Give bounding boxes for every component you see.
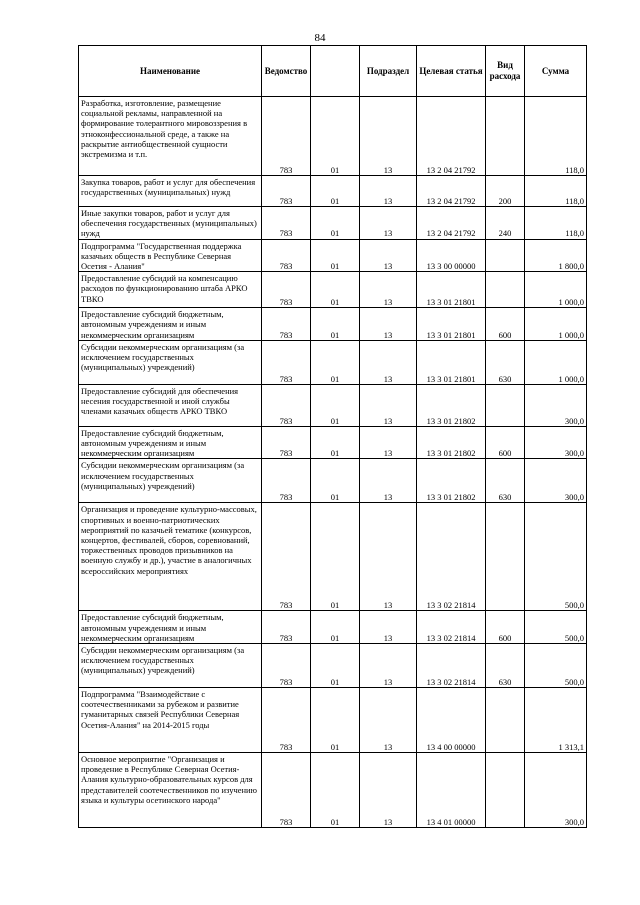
cell-amount: 500,0	[525, 611, 587, 644]
cell-amount: 1 000,0	[525, 340, 587, 384]
cell-expense-type	[486, 753, 525, 828]
cell-name: Предоставление субсидий бюджетным, автономным учреждениям и иным некоммерческим организациям	[79, 308, 262, 341]
cell-department: 783	[262, 239, 311, 272]
cell-expense-type	[486, 688, 525, 753]
cell-section: 01	[311, 308, 360, 341]
cell-name: Субсидии некоммерческим организациям (за исключением государственных (муниципальных) учреждений)	[79, 644, 262, 688]
cell-section: 01	[311, 207, 360, 240]
cell-name: Предоставление субсидий для обеспечения несения государственной и иной службы членами казачьих обществ АРКО ТВКО	[79, 384, 262, 426]
cell-expense-type: 630	[486, 644, 525, 688]
cell-subsection: 13	[360, 207, 417, 240]
table-row	[79, 503, 587, 611]
cell-expense-type: 600	[486, 611, 525, 644]
cell-name: Организация и проведение культурно-массовых, спортивных и военно-патриотических мероприятий по казачьей тематике (конкурсов, концертов, фестивалей, сборов, соревнований, торжественных проводов призывников на военную службу и др.), участие в аналогичных всероссийских мероприятиях	[79, 503, 262, 611]
cell-expense-type	[486, 384, 525, 426]
header-target-item: Целевая статья	[417, 46, 486, 97]
header-section	[311, 46, 360, 97]
cell-name: Разработка, изготовление, размещение социальной рекламы, направленной на формирование толерантного мировоззрения в этноконфессиональной среде, а также на раскрытие антиобщественной сущности экстремизма и т.п.	[79, 97, 262, 176]
cell-amount: 1 000,0	[525, 308, 587, 341]
cell-amount: 1 313,1	[525, 688, 587, 753]
header-department: Ведомство	[262, 46, 311, 97]
cell-section: 01	[311, 176, 360, 207]
cell-name: Предоставление субсидий бюджетным, автономным учреждениям и иным некоммерческим организациям	[79, 611, 262, 644]
cell-target-item: 13 4 01 00000	[417, 753, 486, 828]
cell-section: 01	[311, 384, 360, 426]
cell-name: Субсидии некоммерческим организациям (за исключением государственных (муниципальных) учреждений)	[79, 459, 262, 503]
cell-subsection: 13	[360, 426, 417, 459]
cell-amount: 500,0	[525, 503, 587, 611]
cell-section: 01	[311, 688, 360, 753]
cell-subsection: 13	[360, 503, 417, 611]
cell-target-item: 13 3 01 21801	[417, 340, 486, 384]
cell-target-item: 13 3 01 21801	[417, 272, 486, 308]
cell-subsection: 13	[360, 384, 417, 426]
cell-section: 01	[311, 753, 360, 828]
cell-department: 783	[262, 340, 311, 384]
cell-expense-type	[486, 503, 525, 611]
table-row	[79, 459, 587, 503]
cell-section: 01	[311, 272, 360, 308]
header-amount: Сумма	[525, 46, 587, 97]
cell-amount: 500,0	[525, 644, 587, 688]
cell-subsection: 13	[360, 308, 417, 341]
cell-subsection: 13	[360, 611, 417, 644]
cell-department: 783	[262, 688, 311, 753]
cell-subsection: 13	[360, 459, 417, 503]
cell-expense-type	[486, 239, 525, 272]
cell-amount: 300,0	[525, 384, 587, 426]
cell-section: 01	[311, 611, 360, 644]
table-row	[79, 176, 587, 207]
header-expense-type: Вид расхода	[486, 46, 525, 97]
cell-department: 783	[262, 459, 311, 503]
cell-section: 01	[311, 340, 360, 384]
cell-department: 783	[262, 503, 311, 611]
cell-expense-type: 630	[486, 340, 525, 384]
cell-subsection: 13	[360, 272, 417, 308]
cell-section: 01	[311, 426, 360, 459]
cell-expense-type: 600	[486, 426, 525, 459]
cell-target-item: 13 3 01 21802	[417, 384, 486, 426]
cell-name: Подпрограмма "Взаимодействие с соотечественниками за рубежом и развитие гуманитарных связей Республики Северная Осетия-Алания" на 2014-2015 годы	[79, 688, 262, 753]
cell-amount: 118,0	[525, 97, 587, 176]
cell-expense-type: 240	[486, 207, 525, 240]
table-row	[79, 97, 587, 176]
cell-section: 01	[311, 503, 360, 611]
header-row	[79, 46, 587, 97]
cell-expense-type: 600	[486, 308, 525, 341]
cell-target-item: 13 3 02 21814	[417, 611, 486, 644]
cell-department: 783	[262, 207, 311, 240]
cell-expense-type	[486, 272, 525, 308]
cell-expense-type: 200	[486, 176, 525, 207]
cell-target-item: 13 2 04 21792	[417, 176, 486, 207]
budget-table	[78, 45, 587, 828]
cell-department: 783	[262, 426, 311, 459]
cell-subsection: 13	[360, 644, 417, 688]
cell-section: 01	[311, 97, 360, 176]
cell-name: Предоставление субсидий бюджетным, автономным учреждениям и иным некоммерческим организациям	[79, 426, 262, 459]
cell-department: 783	[262, 611, 311, 644]
cell-department: 783	[262, 753, 311, 828]
cell-target-item: 13 4 00 00000	[417, 688, 486, 753]
cell-subsection: 13	[360, 340, 417, 384]
cell-name: Иные закупки товаров, работ и услуг для обеспечения государственных (муниципальных) нужд	[79, 207, 262, 240]
cell-amount: 1 800,0	[525, 239, 587, 272]
table-row	[79, 308, 587, 341]
cell-expense-type: 630	[486, 459, 525, 503]
cell-department: 783	[262, 384, 311, 426]
table-row	[79, 384, 587, 426]
cell-subsection: 13	[360, 753, 417, 828]
cell-subsection: 13	[360, 239, 417, 272]
cell-name: Закупка товаров, работ и услуг для обеспечения государственных (муниципальных) нужд	[79, 176, 262, 207]
cell-amount: 118,0	[525, 176, 587, 207]
cell-amount: 300,0	[525, 753, 587, 828]
cell-target-item: 13 3 02 21814	[417, 503, 486, 611]
table-row	[79, 426, 587, 459]
cell-section: 01	[311, 459, 360, 503]
cell-target-item: 13 3 01 21802	[417, 459, 486, 503]
cell-name: Предоставление субсидий на компенсацию расходов по функционированию штаба АРКО ТВКО	[79, 272, 262, 308]
cell-expense-type	[486, 97, 525, 176]
cell-department: 783	[262, 97, 311, 176]
cell-subsection: 13	[360, 688, 417, 753]
cell-subsection: 13	[360, 97, 417, 176]
cell-amount: 300,0	[525, 426, 587, 459]
cell-amount: 1 000,0	[525, 272, 587, 308]
table-row	[79, 688, 587, 753]
cell-target-item: 13 3 02 21814	[417, 644, 486, 688]
cell-amount: 118,0	[525, 207, 587, 240]
cell-target-item: 13 3 00 00000	[417, 239, 486, 272]
cell-name: Подпрограмма "Государственная поддержка казачьих обществ в Республике Северная Осетия - Алания"	[79, 239, 262, 272]
table-row	[79, 611, 587, 644]
cell-department: 783	[262, 272, 311, 308]
page-number: 84	[314, 32, 326, 44]
cell-target-item: 13 3 01 21801	[417, 308, 486, 341]
cell-target-item: 13 2 04 21792	[417, 207, 486, 240]
cell-target-item: 13 2 04 21792	[417, 97, 486, 176]
cell-department: 783	[262, 308, 311, 341]
header-name: Наименование	[79, 46, 262, 97]
header-subsection: Подраздел	[360, 46, 417, 97]
cell-name: Основное мероприятие "Организация и проведение в Республике Северная Осетия-Алания культурно-образовательных курсов для представителей соотечественников по изучению языка и культуры осетинского народа"	[79, 753, 262, 828]
table-row	[79, 753, 587, 828]
table-row	[79, 644, 587, 688]
table-row	[79, 340, 587, 384]
table-row	[79, 239, 587, 272]
cell-subsection: 13	[360, 176, 417, 207]
cell-department: 783	[262, 176, 311, 207]
cell-section: 01	[311, 239, 360, 272]
cell-name: Субсидии некоммерческим организациям (за исключением государственных (муниципальных) учреждений)	[79, 340, 262, 384]
cell-section: 01	[311, 644, 360, 688]
cell-target-item: 13 3 01 21802	[417, 426, 486, 459]
table-row	[79, 272, 587, 308]
table-row	[79, 207, 587, 240]
cell-department: 783	[262, 644, 311, 688]
cell-amount: 300,0	[525, 459, 587, 503]
